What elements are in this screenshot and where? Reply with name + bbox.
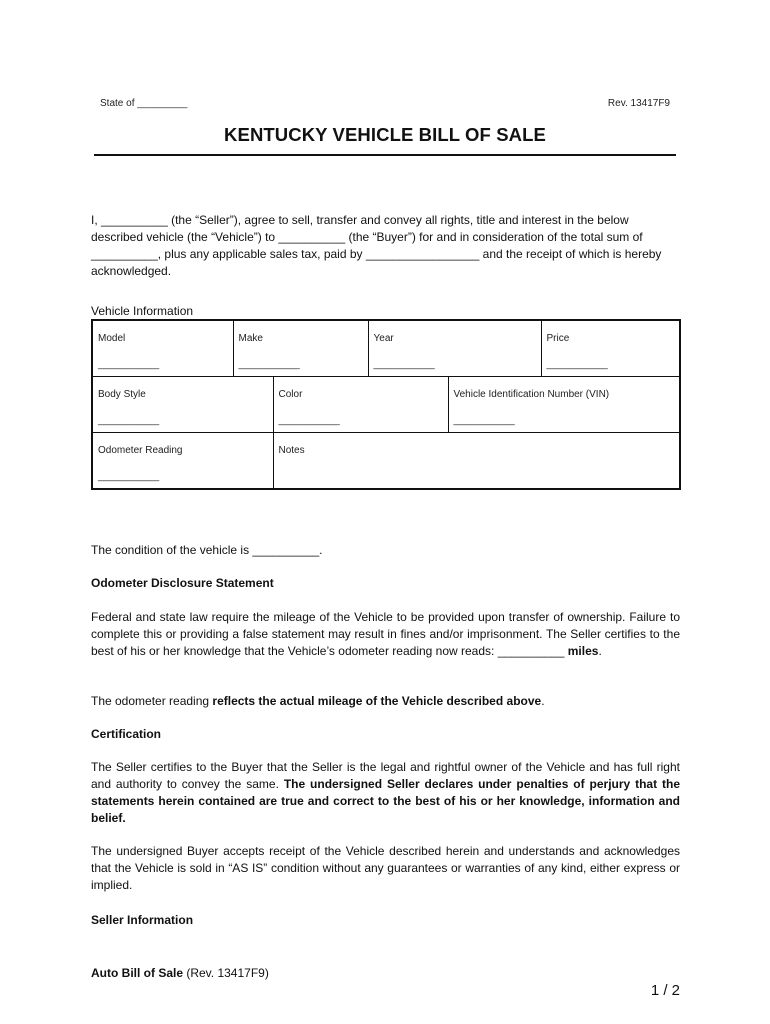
notes-label: Notes	[278, 445, 305, 456]
make-blank: ___________	[238, 359, 300, 370]
price-blank: ___________	[546, 359, 608, 370]
body-style-label: Body Style	[98, 389, 146, 400]
footer-name: Auto Bill of Sale	[91, 966, 184, 980]
odometer-heading: Odometer Disclosure Statement	[91, 576, 274, 590]
table-row	[92, 320, 680, 377]
page-number: 1 / 2	[650, 982, 680, 999]
table-row	[92, 377, 680, 433]
price-label: Price	[546, 333, 570, 344]
odometer-blank: ___________	[98, 471, 160, 482]
certification-heading: Certification	[91, 727, 162, 741]
color-blank: ___________	[278, 415, 340, 426]
table-row	[92, 433, 680, 490]
year-label: Year	[373, 333, 394, 344]
color-cell[interactable]	[273, 377, 448, 433]
odometer-text-end: .	[598, 644, 602, 658]
revision-number: Rev. 13417F9	[607, 98, 670, 109]
reading-end: .	[541, 694, 545, 708]
vin-cell[interactable]	[448, 377, 680, 433]
model-cell[interactable]	[92, 320, 233, 377]
miles-text: miles	[567, 644, 599, 658]
odometer-cell[interactable]	[92, 433, 273, 490]
condition-statement: The condition of the vehicle is __________.	[91, 543, 323, 557]
odometer-paragraph	[91, 609, 680, 660]
buyer-acceptance-paragraph: The undersigned Buyer accepts receipt of the Vehicle described herein and understands and acknowledges that the Vehicle is sold in “AS IS” condition without any guarantees or warranties of any kind, either express or implied.	[91, 844, 680, 892]
cert-normal-text: The Seller certifies to the Buyer that the Seller is the legal and rightful owner of the Vehicle and has full right and authority to convey the same.	[91, 760, 680, 791]
reading-bold: reflects the actual mileage of the Vehicle described above	[212, 694, 542, 708]
year-cell[interactable]	[368, 320, 541, 377]
seller-info-heading: Seller Information	[91, 913, 194, 927]
body-style-blank: ___________	[98, 415, 160, 426]
intro-paragraph: I, __________ (the “Seller”), agree to sell, transfer and convey all rights, title and interest in the below described vehicle (the “Vehicle”) to __________ (the “Buyer”) for and in consideration of the total sum of __________, plus any applicable sales tax, paid by _________________ and the receipt of which is hereby acknowledged.	[91, 213, 662, 278]
cert-bold-text: The undersigned Seller declares under penalties of perjury that the statements herein contained are true and correct to the best of his or her knowledge, information and belief.	[91, 777, 680, 825]
make-label: Make	[238, 333, 263, 344]
make-cell[interactable]	[233, 320, 368, 377]
body-style-cell[interactable]	[92, 377, 273, 433]
vehicle-info-heading: Vehicle Information	[91, 304, 194, 318]
footer-rev: (Rev. 13417F9)	[183, 966, 269, 980]
color-label: Color	[278, 389, 303, 400]
reading-prefix: The odometer reading	[91, 694, 213, 708]
odometer-label: Odometer Reading	[98, 445, 183, 456]
footer-title	[91, 966, 269, 980]
vin-label: Vehicle Identification Number (VIN)	[453, 389, 610, 400]
model-label: Model	[98, 333, 126, 344]
odometer-text: Federal and state law require the mileage of the Vehicle to be provided upon transfer of ownership. Failure to complete this or providing a false statement may result in fines and/or imprisonment. The Seller certifies to the best of his or her knowledge that the Vehicle’s odometer reading now reads: __________	[91, 610, 680, 658]
certification-paragraph	[91, 759, 680, 827]
state-field: State of _________	[100, 98, 188, 109]
vehicle-info-table	[91, 319, 681, 490]
vin-blank: ___________	[453, 415, 515, 426]
year-blank: ___________	[373, 359, 435, 370]
odometer-reading-statement	[91, 693, 680, 710]
model-blank: ___________	[98, 359, 160, 370]
title-divider	[94, 154, 676, 156]
notes-cell[interactable]	[273, 433, 680, 490]
price-cell[interactable]	[541, 320, 680, 377]
document-title: KENTUCKY VEHICLE BILL OF SALE	[224, 124, 546, 145]
